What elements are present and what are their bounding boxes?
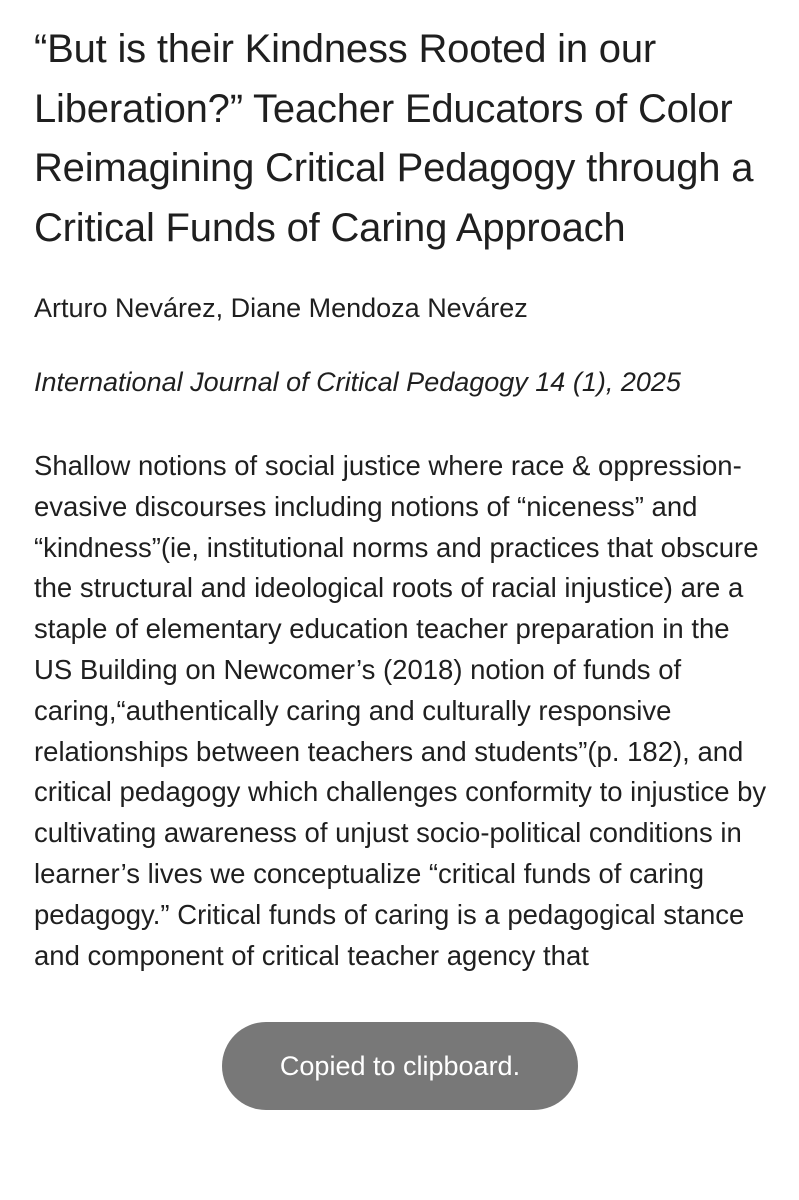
article-view	[34, 20, 774, 976]
article-abstract: Shallow notions of social justice where race & oppression-evasive discourses including notions of “niceness” and “kindness”(ie, institutional norms and practices that obscure the structural and ideological roots of racial injustice) are a staple of elementary education teacher preparation in the US Building on Newcomer’s (2018) notion of funds of caring,“authentically caring and culturally responsive relationships between teachers and students”(p. 182), and critical pedagogy which challenges conformity to injustice by cultivating awareness of unjust socio-political conditions in learner’s lives we conceptualize “critical funds of caring pedagogy.” Critical funds of caring is a pedagogical stance and component of critical teacher agency that	[34, 450, 767, 971]
journal-citation: International Journal of Critical Pedagogy 14 (1), 2025	[34, 367, 681, 397]
clipboard-toast	[222, 1022, 578, 1110]
article-authors: Arturo Nevárez, Diane Mendoza Nevárez	[34, 293, 528, 323]
toast-message: Copied to clipboard.	[279, 1050, 521, 1081]
article-title: “But is their Kindness Rooted in our Liberation?” Teacher Educators of Color Reimagining Critical Pedagogy through a Critical Funds of Caring Approach	[34, 27, 754, 250]
